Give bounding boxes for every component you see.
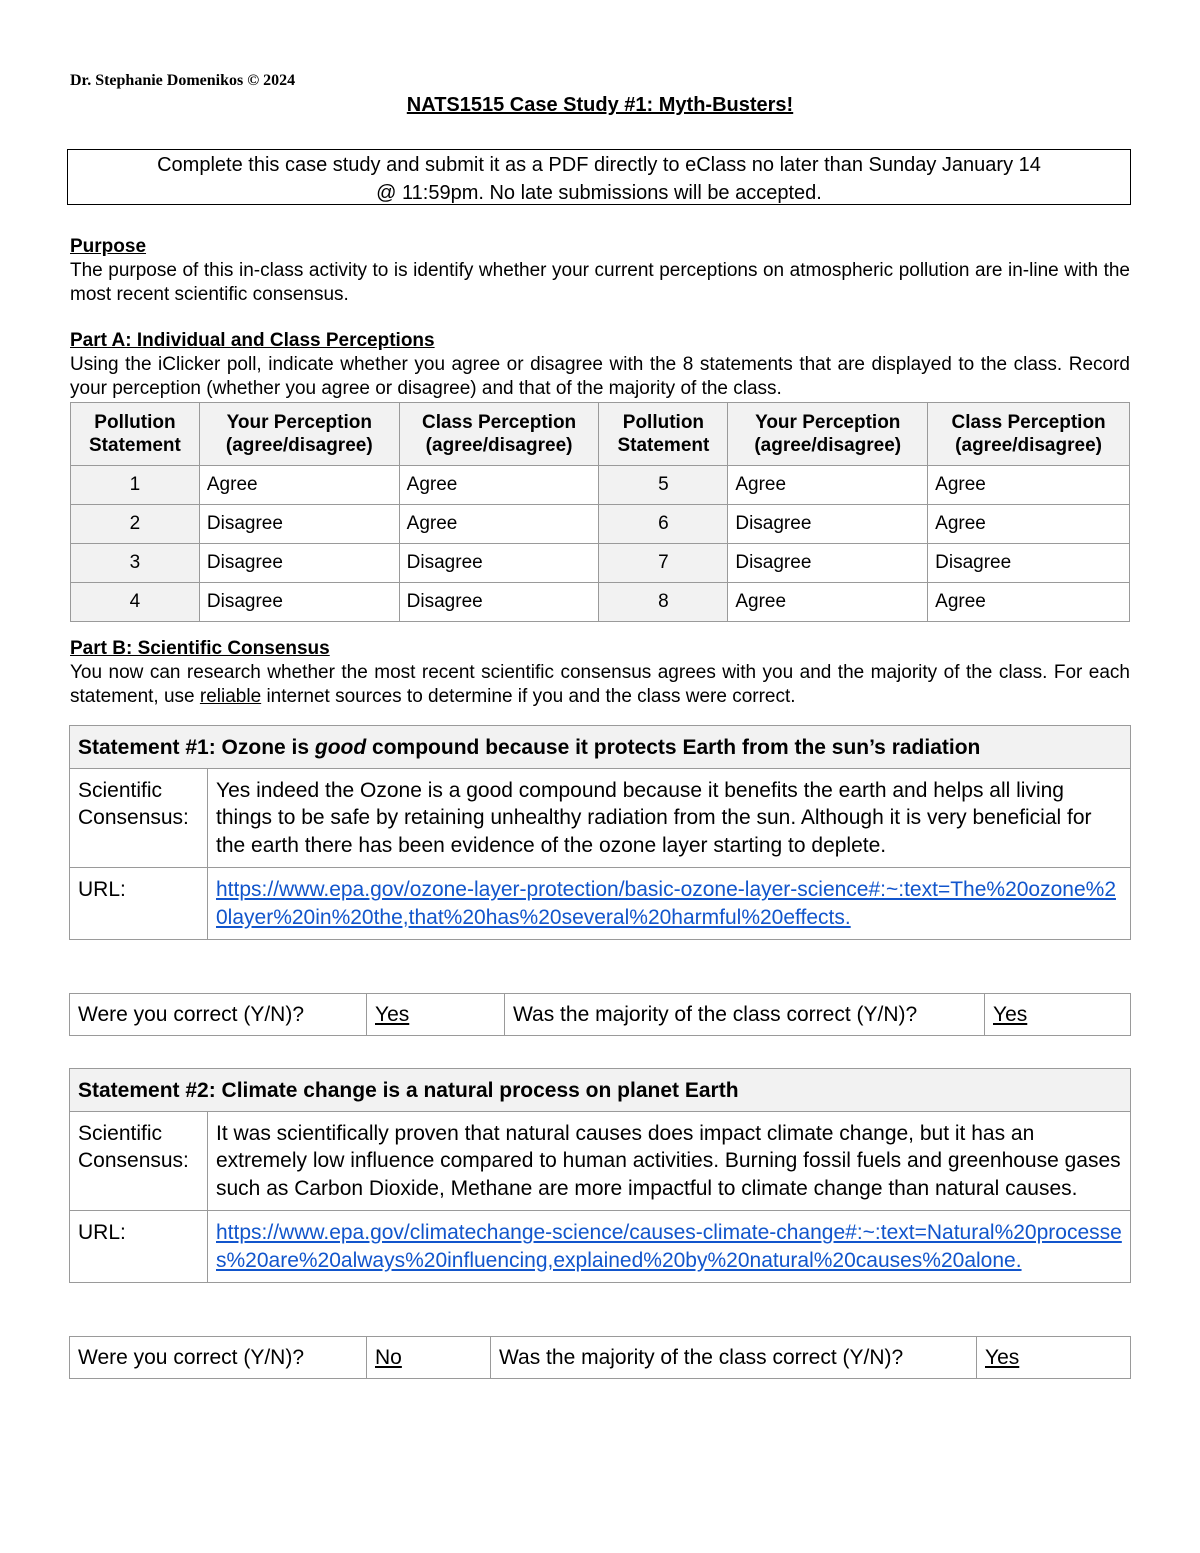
col-class-perception: Class Perception (agree/disagree) [399,403,599,466]
class-perception-cell: Agree [928,505,1130,544]
notice-line-2: @ 11:59pm. No late submissions will be accepted. [376,182,822,204]
part-a-heading: Part A: Individual and Class Perceptions [70,330,435,351]
col-pollution-statement: Pollution Statement [599,403,728,466]
class-perception-cell: Agree [928,466,1130,505]
statement-number: 7 [599,544,728,583]
col-your-perception: Your Perception (agree/disagree) [199,403,399,466]
statement-1-correctness [69,993,1131,1036]
table-row [71,583,1130,622]
statement-number: 1 [71,466,200,505]
class-correct-answer: Yes [985,994,1131,1036]
your-perception-cell: Disagree [728,505,928,544]
you-correct-answer: Yes [367,994,505,1036]
class-perception-cell: Agree [928,583,1130,622]
statement-title-text: Statement #1: Ozone is [78,736,315,759]
statement-number: 4 [71,583,200,622]
statement-1-title [70,726,1131,769]
your-perception-cell: Disagree [199,583,399,622]
purpose-text: The purpose of this in-class activity to is identify whether your current perceptions on atmospheric pollution are in-line with the most recent scientific consensus. [70,260,1130,305]
col-your-perception: Your Perception (agree/disagree) [728,403,928,466]
statement-2-correctness [69,1336,1131,1379]
consensus-label: Scientific Consensus: [70,1111,208,1211]
page-title: NATS1515 Case Study #1: Myth-Busters! [406,94,794,116]
statement-number: 3 [71,544,200,583]
author-credit: Dr. Stephanie Domenikos © 2024 [70,72,296,89]
statement-number: 8 [599,583,728,622]
class-correct-label: Was the majority of the class correct (Y/N)? [491,1337,977,1379]
statement-2-table [69,1068,1131,1283]
submission-notice [67,149,1131,205]
part-a-text: Using the iClicker poll, indicate whether you agree or disagree with the 8 statements that are displayed to the class. Record your perception (whether you agree or disagree) and that of the majority of the class. [70,354,1130,399]
statement-title-text: Statement #2: Climate change is a natural process on planet Earth [78,1079,739,1102]
your-perception-cell: Disagree [199,505,399,544]
statement-number: 2 [71,505,200,544]
statement-2-consensus: It was scientifically proven that natural causes does impact climate change, but it has an extremely low influence compared to human activities. Burning fossil fuels and greenhouse gases such as Carbon Dioxide, Methane are more impactful to climate change than natural causes. [208,1111,1131,1211]
statement-title-text: compound because it protects Earth from the sun’s radiation [366,736,981,759]
col-pollution-statement: Pollution Statement [71,403,200,466]
part-b-text-start: You now can research whether the most recent scientific consensus agrees with you and the majority of the class. For each statement, use [70,662,1130,707]
class-perception-cell: Agree [399,466,599,505]
your-perception-cell: Agree [728,583,928,622]
class-perception-cell: Agree [399,505,599,544]
part-b-reliable: reliable [199,686,262,707]
class-perception-cell: Disagree [399,544,599,583]
you-correct-label: Were you correct (Y/N)? [70,1337,367,1379]
perception-table [70,402,1130,622]
statement-2-url-cell [208,1211,1131,1283]
consensus-label: Scientific Consensus: [70,768,208,868]
your-perception-cell: Agree [728,466,928,505]
statement-2-url-link[interactable]: https://www.epa.gov/climatechange-science/causes-climate-change#:~:text=Natural%20processes%20are%20always%20influencing,explained%20by%20natural%20causes%20alone. [216,1221,1122,1272]
table-row [71,544,1130,583]
statement-number: 6 [599,505,728,544]
col-class-perception: Class Perception (agree/disagree) [928,403,1130,466]
purpose-heading: Purpose [70,236,147,257]
statement-2-title [70,1069,1131,1112]
statement-1-table [69,725,1131,940]
notice-line-1: Complete this case study and submit it as a PDF directly to eClass no later than Sunday January 14 [157,154,1041,176]
url-label: URL: [70,868,208,940]
table-row [71,505,1130,544]
your-perception-cell: Disagree [728,544,928,583]
class-perception-cell: Disagree [928,544,1130,583]
part-b-text [70,661,1130,709]
statement-1-consensus: Yes indeed the Ozone is a good compound because it benefits the earth and helps all living things to be safe by retaining unhealthy radiation from the sun. Although it is very beneficial for the earth there has been evidence of the ozone layer starting to deplete. [208,768,1131,868]
your-perception-cell: Disagree [199,544,399,583]
part-b-text-end: internet sources to determine if you and the class were correct. [261,686,796,707]
statement-1-url-cell [208,868,1131,940]
you-correct-answer: No [367,1337,491,1379]
class-correct-answer: Yes [977,1337,1131,1379]
class-correct-label: Was the majority of the class correct (Y/N)? [505,994,985,1036]
url-label: URL: [70,1211,208,1283]
statement-1-url-link[interactable]: https://www.epa.gov/ozone-layer-protection/basic-ozone-layer-science#:~:text=The%20ozone%20layer%20in%20the,that%20has%20several%20harmful%20effects. [216,878,1116,929]
statement-number: 5 [599,466,728,505]
you-correct-label: Were you correct (Y/N)? [70,994,367,1036]
part-b-heading: Part B: Scientific Consensus [70,638,330,659]
class-perception-cell: Disagree [399,583,599,622]
perception-header-row [71,403,1130,466]
table-row [71,466,1130,505]
statement-title-emphasis: good [314,736,367,759]
your-perception-cell: Agree [199,466,399,505]
